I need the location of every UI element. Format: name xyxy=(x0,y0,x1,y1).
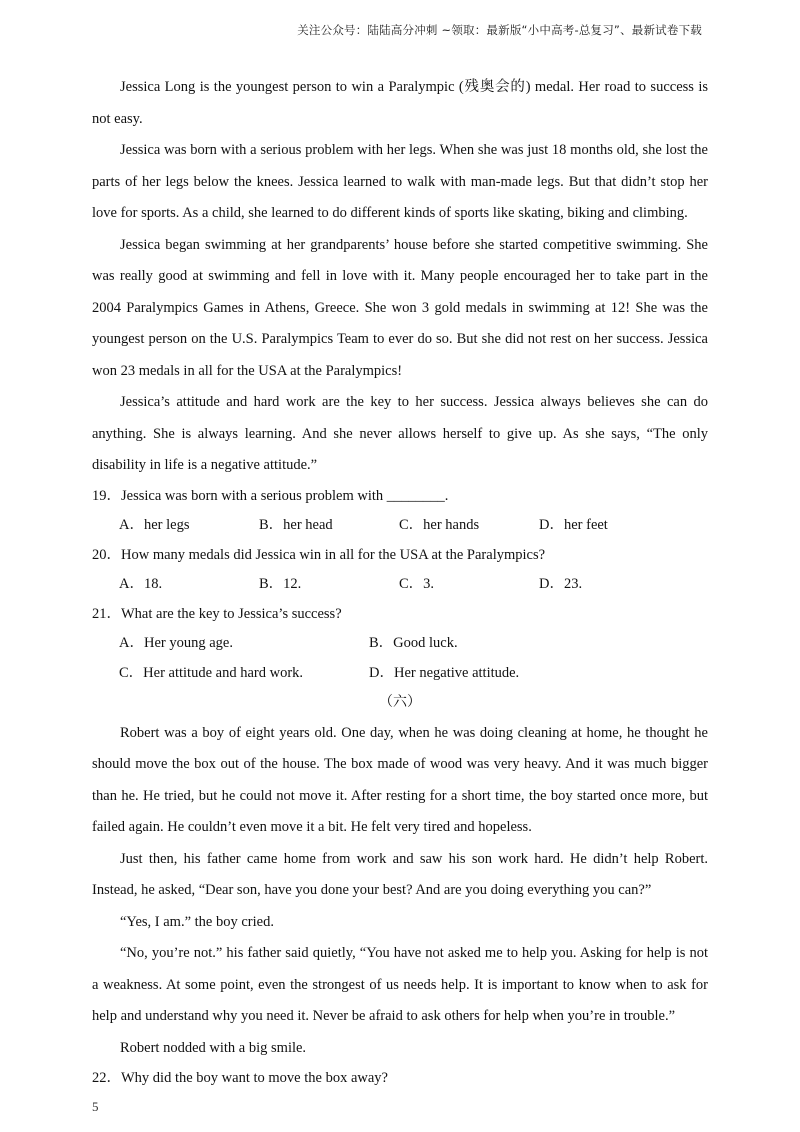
question-21-options-row-2 xyxy=(92,659,708,689)
question-19-stem: 19．Jessica was born with a serious problem with ________. xyxy=(92,487,449,504)
section-title: （六） xyxy=(379,695,421,710)
question-19-option-c: C．her hands xyxy=(399,517,480,533)
question-21-option-d: D．Her negative attitude. xyxy=(369,664,520,681)
question-19-option-b: B．her head xyxy=(259,517,333,533)
question-20-options xyxy=(92,570,708,600)
question-21-option-b: B．Good luck. xyxy=(369,635,458,651)
question-19-option-a: A．her legs xyxy=(119,517,190,533)
question-20-option-a: A．18. xyxy=(119,576,163,592)
passage1-paragraph-3: Jessica began swimming at her grandparents’ house before she started competitive swimming. She was really good at swimming and fell in love with it. Many people encouraged her to take part in the 2004 Paralympics Games in Athens, Greece. She won 3 gold medals in swimming at 12! She was the youngest person on the U.S. Paralympics Team to ever do so. But she did not rest on her success. Jessica won 23 medals in all for the USA at the Paralympics! xyxy=(92,236,708,379)
passage2-paragraph-1: Robert was a boy of eight years old. One day, when he was doing cleaning at home, he thought he should move the box out of the house. The box made of wood was very heavy. And it was much bigger than he. He tried, but he could not move it. After resting for a short time, the boy started once more, but failed again. He couldn’t even move it a bit. He felt very tired and hopeless. xyxy=(92,724,708,835)
page-content xyxy=(92,72,708,1094)
page-header: 关注公众号：陆陆高分冲刺 ~领取：最新版“小中高考-总复习”、最新试卷下载 xyxy=(297,23,702,37)
question-20-option-c: C．3. xyxy=(399,576,435,592)
passage2-paragraph-5: Robert nodded with a big smile. xyxy=(120,1039,307,1056)
question-21-stem: 21．What are the key to Jessica’s success? xyxy=(92,605,342,622)
question-21-option-a: A．Her young age. xyxy=(119,635,233,651)
question-22-stem: 22．Why did the boy want to move the box away? xyxy=(92,1070,388,1086)
question-21-options-row-1 xyxy=(92,629,708,659)
question-20-option-b: B．12. xyxy=(259,576,302,592)
passage2-paragraph-4: “No, you’re not.” his father said quietly, “You have not asked me to help you. Asking for help is not a weakness. At some point, even the strongest of us needs help. It is important to know when to ask for help and understand why you need it. Never be afraid to ask others for help when you’re in trouble.” xyxy=(92,945,708,1024)
passage1-paragraph-1: Jessica Long is the youngest person to win a Paralympic (残奥会的) medal. Her road to success is not easy. xyxy=(92,79,708,127)
passage2-paragraph-3: “Yes, I am.” the boy cried. xyxy=(120,913,274,930)
question-19-options xyxy=(92,511,708,541)
page-number: 5 xyxy=(92,1099,99,1114)
passage1-paragraph-4: Jessica’s attitude and hard work are the key to her success. Jessica always believes she can do anything. She is always learning. And she never allows herself to give up. As she says, “The only disability in life is a negative attitude.” xyxy=(92,394,708,473)
passage2-paragraph-2: Just then, his father came home from work and saw his son work hard. He didn’t help Robert. Instead, he asked, “Dear son, have you done your best? And are you doing everything you can?” xyxy=(92,850,708,898)
question-19-option-d: D．her feet xyxy=(539,517,608,533)
question-20-option-d: D．23. xyxy=(539,576,583,592)
question-20-stem: 20．How many medals did Jessica win in all for the USA at the Paralympics? xyxy=(92,546,546,563)
question-21-option-c: C．Her attitude and hard work. xyxy=(119,664,304,681)
passage1-paragraph-2: Jessica was born with a serious problem with her legs. When she was just 18 months old, she lost the parts of her legs below the knees. Jessica learned to walk with man-made legs. But that didn’t stop her love for sports. As a child, she learned to do different kinds of sports like skating, biking and climbing. xyxy=(92,142,708,221)
